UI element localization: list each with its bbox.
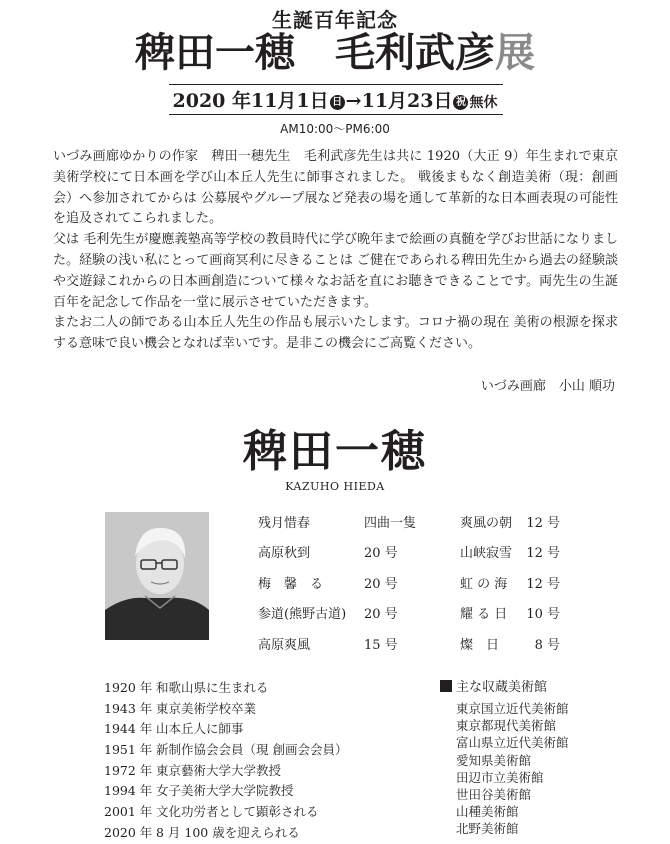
work-title: 虹 の 海 — [460, 576, 508, 592]
work-size: 15 号 — [364, 637, 398, 653]
bio-event: 和歌山県に生まれる — [156, 680, 269, 695]
collection-item: 北野美術館 — [456, 821, 519, 837]
collections-heading — [440, 678, 547, 698]
collection-item: 東京都現代美術館 — [456, 718, 557, 734]
work-size: 20 号 — [364, 546, 398, 562]
work-title: 高原秋到 — [258, 546, 311, 562]
bio-year: 1951 年 — [104, 742, 153, 758]
square-bullet-icon — [440, 680, 452, 692]
artist-romaji: KAZUHO HIEDA — [285, 480, 385, 493]
exhibition-dates — [0, 89, 670, 115]
biography-row — [104, 781, 347, 802]
collection-item: 富山県立近代美術館 — [456, 735, 569, 751]
work-title: 爽風の朝 — [460, 516, 513, 531]
work-title: 梅 馨 る — [258, 576, 324, 592]
collection-item: 愛知県美術館 — [456, 752, 532, 768]
collections-heading-text: 主な収蔵美術館 — [456, 680, 548, 695]
works-right-titles — [460, 509, 512, 661]
intro-paragraph: またお二人の師である山本丘人先生の作品も展示いたします。コロナ禍の現在 美術の根源を探求する意味で良い機会となれば幸いです。是非この機会にご高覧ください。 — [53, 315, 618, 352]
work-size: 四曲一隻 — [364, 516, 417, 531]
biography-row — [104, 802, 347, 823]
work-size: 12 号 — [526, 576, 560, 592]
bio-event: 東京美術学校卒業 — [156, 700, 257, 716]
collections-list — [456, 700, 569, 838]
bottom-rule — [169, 114, 503, 115]
works-left-sizes — [364, 509, 416, 661]
collection-item: 世田谷美術館 — [456, 786, 532, 802]
work-size: 8 号 — [534, 637, 560, 653]
biography-row — [104, 823, 347, 844]
bio-event: 女子美術大学大学院教授 — [156, 783, 294, 799]
closed-note: 無休 — [469, 95, 498, 111]
work-size: 20 号 — [364, 576, 398, 592]
work-title: 参道(熊野古道) — [258, 607, 347, 623]
biography-row — [104, 719, 347, 740]
biography-row — [104, 761, 347, 782]
works-left-titles — [258, 509, 346, 661]
intro-text — [53, 147, 618, 355]
bio-year: 1943 年 — [104, 700, 153, 716]
bio-event: 文化功労者として顕彰される — [156, 804, 319, 820]
bio-event: 東京藝術大学大学教授 — [156, 762, 282, 778]
work-title: 山峡寂雪 — [460, 546, 513, 562]
bio-event: 山本丘人に師事 — [156, 721, 244, 737]
bio-year: 1994 年 — [104, 783, 153, 799]
work-size: 20 号 — [364, 607, 398, 623]
intro-paragraph: 父は 毛利先生が慶應義塾高等学校の教員時代に学び晩年まで絵画の真髄を学びお世話になりました。経験の浅い私にとって画商冥利に尽きることは ご健在であられる稗田先生から過去の経験談や交遊録これからの日本画創造について様々なお話を直にお聴きできることです。両先生の生誕百年を記念して作品を一堂に展示させていただきます。 — [53, 232, 618, 310]
artist-name: 稗田一穂 — [243, 426, 427, 477]
bio-year: 2001 年 — [104, 804, 153, 820]
exhibition-subtitle: 生誕百年記念 — [272, 8, 398, 32]
work-size: 12 号 — [526, 516, 560, 531]
date-arrow: → — [345, 90, 362, 112]
date-end: 11月23日 — [361, 90, 453, 112]
work-title: 高原爽風 — [258, 637, 311, 653]
bio-event: 新制作協会会員（現 創画会会員） — [156, 742, 348, 758]
exhibition-title — [0, 28, 670, 78]
gallery-signature: いづみ画廊 小山 順功 — [480, 379, 615, 394]
work-size: 10 号 — [526, 607, 560, 623]
day-start-badge: 日 — [330, 95, 345, 110]
biography-row — [104, 699, 347, 720]
work-title: 燦 日 — [460, 637, 500, 653]
biography-row — [104, 740, 347, 761]
day-end-badge: 祝 — [453, 95, 468, 110]
works-right-sizes — [526, 509, 560, 661]
title-suffix: 展 — [495, 30, 535, 76]
portrait-photo-icon — [105, 512, 209, 640]
biography-list — [104, 678, 347, 844]
biography-row — [104, 678, 347, 699]
collection-item: 東京国立近代美術館 — [456, 701, 569, 716]
bio-year: 1920 年 — [104, 680, 153, 695]
work-size: 12 号 — [526, 546, 560, 562]
work-title: 耀 る 日 — [460, 607, 508, 623]
collection-item: 田辺市立美術館 — [456, 769, 544, 785]
date-start: 2020 年11月1日 — [172, 90, 329, 112]
collection-item: 山種美術館 — [456, 804, 519, 820]
top-rule — [169, 84, 503, 85]
bio-year: 2020 年 — [104, 824, 153, 840]
bio-year: 1944 年 — [104, 721, 153, 737]
bio-year: 1972 年 — [104, 762, 153, 778]
bio-event: 8 月 100 歳を迎えられる — [156, 824, 300, 840]
intro-paragraph: いづみ画廊ゆかりの作家 稗田一穂先生 毛利武彦先生は共に 1920（大正 9）年生まれで東京美術学校にて日本画を学び山本丘人先生に師事されました。 戦後まもなく創造美術（現：創画会）へ参加されてからは 公募展やグループ展など発表の場を通して革新的な日本画表現の可能性を追及されてこられました。 — [53, 149, 618, 227]
work-title: 残月惜春 — [258, 516, 311, 531]
opening-hours: AM10:00〜PM6:00 — [280, 122, 390, 136]
title-artists: 稗田一穂 毛利武彦 — [135, 30, 495, 76]
